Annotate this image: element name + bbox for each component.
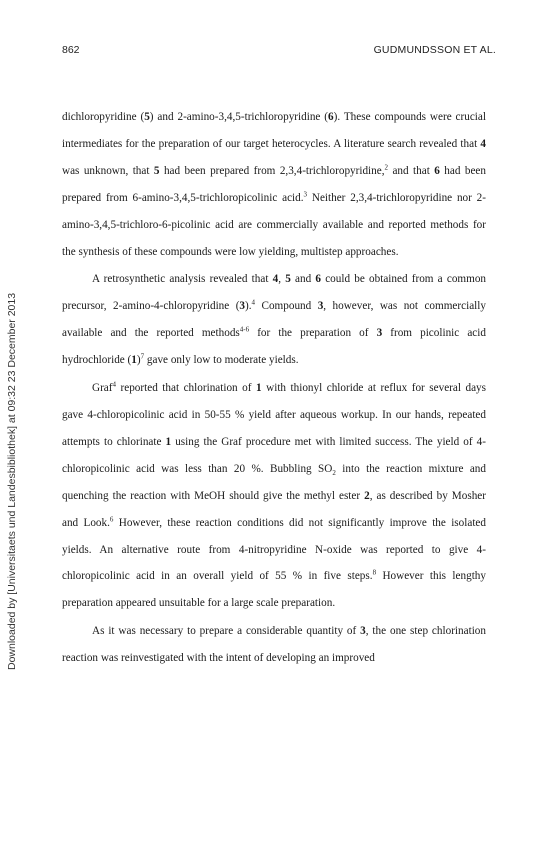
- text-run: into the reaction mixture and quenching the reaction with MeOH should give the methyl ester: [62, 462, 486, 502]
- text-run: As it was necessary to prepare a considerable quantity of: [92, 625, 361, 638]
- download-watermark: Downloaded by [Universitaets und Landesbibliothek] at 09:32 23 December 2013: [6, 292, 18, 670]
- text-run: , the one step chlorination reaction was reinvestigated with the intent of developing an improved: [62, 625, 486, 665]
- text-run: was unknown, that: [62, 164, 154, 177]
- text-run: had been prepared from 2,3,4-trichloropyridine,: [159, 164, 385, 177]
- reference-superscript: 4: [251, 298, 256, 307]
- reference-superscript: 8: [372, 568, 377, 577]
- subscript: 2: [332, 469, 336, 478]
- text-run: reported that chlorination of: [116, 382, 257, 395]
- text-run: Neither 2,3,4-trichloropyridine nor 2-amino-3,4,5-trichloro-6-picolinic acid are commercially available and reported methods for the synthesis of these compounds were low yielding, multistep approaches.: [62, 191, 486, 258]
- text-run: had been prepared from 6-amino-3,4,5-trichloropicolinic acid.: [62, 164, 486, 204]
- text-run: dichloropyridine (: [62, 111, 145, 123]
- compound-number: 3: [360, 625, 366, 638]
- text-run: ) and 2-amino-3,4,5-trichloropyridine (: [149, 111, 329, 123]
- paragraph: [62, 104, 486, 265]
- compound-number: 1: [165, 435, 172, 448]
- text-run: , as described by Mosher and Look.: [62, 489, 486, 529]
- text-run: A retrosynthetic analysis revealed that: [92, 273, 273, 286]
- reference-superscript: 4: [112, 380, 116, 389]
- text-run: ): [136, 354, 141, 367]
- compound-number: 6: [434, 164, 440, 177]
- text-run: ).: [245, 300, 252, 313]
- page-header: [62, 44, 496, 58]
- text-run: Compound: [255, 300, 318, 313]
- text-run: and: [290, 273, 316, 286]
- article-body: [62, 104, 486, 672]
- text-run: However this lengthy preparation appeared unsuitable for a large scale preparation.: [62, 570, 486, 610]
- reference-superscript: 6: [109, 514, 114, 523]
- paragraph: [62, 375, 486, 617]
- compound-number: 4: [272, 273, 279, 286]
- text-run: could be obtained from a common precursor, 2-amino-4-chloropyridine (: [62, 273, 487, 313]
- text-run: gave only low to moderate yields.: [144, 354, 299, 367]
- compound-number: 3: [376, 327, 383, 340]
- paragraph: [62, 266, 486, 374]
- compound-number: 2: [364, 489, 370, 502]
- reference-superscript: 3: [303, 189, 308, 198]
- reference-superscript: 7: [140, 352, 145, 361]
- compound-number: 5: [153, 164, 160, 177]
- text-run: , however, was not commercially available and the reported methods: [62, 300, 486, 340]
- page-number: 862: [62, 44, 80, 56]
- text-run: ). These compounds were crucial intermediates for the preparation of our target heterocycles. A literature search revealed that: [62, 111, 486, 150]
- compound-number: 3: [317, 300, 324, 313]
- compound-number: 5: [144, 111, 150, 123]
- reference-superscript: 2: [384, 163, 389, 172]
- text-run: and that: [388, 164, 435, 177]
- text-run: using the Graf procedure met with limited success. The yield of 4-chloropicolinic acid was less than 20 %. Bubbling SO: [62, 435, 486, 475]
- compound-number: 4: [480, 137, 486, 150]
- paragraph: [62, 618, 486, 672]
- running-head: GUDMUNDSSON ET AL.: [373, 44, 496, 56]
- compound-number: 6: [328, 111, 334, 123]
- reference-superscript: 4-6: [239, 325, 250, 334]
- text-run: with thionyl chloride at reflux for several days gave 4-chloropicolinic acid in 50-55 % yield after aqueous workup. In our hands, repeated attempts to chlorinate: [62, 382, 486, 448]
- compound-number: 3: [239, 300, 246, 313]
- text-run: However, these reaction conditions did not significantly improve the isolated yields. An alternative route from 4-nitropyridine N-oxide was reported to give 4-chloropicolinic acid in an overall yield of 55 % in five steps.: [62, 516, 486, 583]
- compound-number: 1: [131, 354, 137, 367]
- text-run: from picolinic acid hydrochloride (: [62, 327, 486, 367]
- compound-number: 6: [315, 273, 322, 286]
- compound-number: 5: [285, 273, 291, 286]
- text-run: for the preparation of: [249, 327, 377, 340]
- compound-number: 1: [256, 382, 262, 395]
- text-run: ,: [278, 273, 286, 286]
- text-run: Graf: [92, 382, 113, 395]
